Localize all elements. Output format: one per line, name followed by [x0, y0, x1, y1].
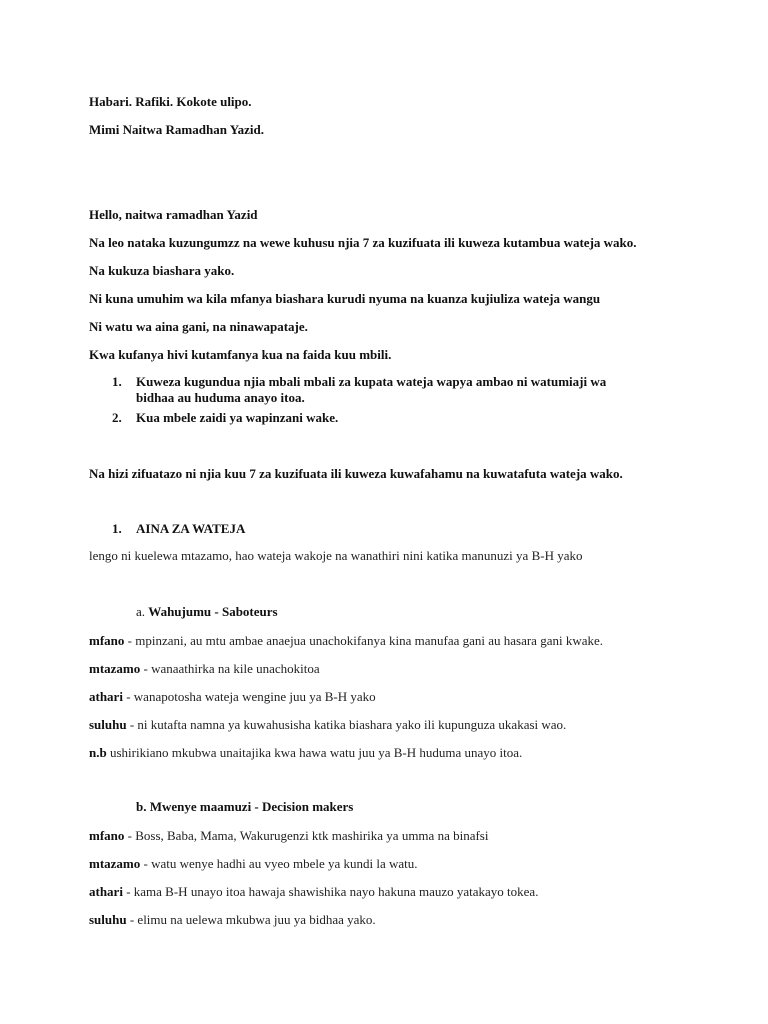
row-text: ushirikiano mkubwa unaitajika kwa hawa watu juu ya B-H huduma unayo itoa. — [106, 745, 523, 760]
list-item-number: 1. — [112, 374, 122, 389]
greeting-line: Habari. Rafiki. Kokote ulipo. — [89, 94, 252, 109]
subsection-a-title: Wahujumu - Saboteurs — [148, 604, 278, 619]
paragraph-transition: Na hizi zifuatazo ni njia kuu 7 za kuzifuata ili kuweza kuwafahamu na kuwatafuta wateja wako. — [89, 466, 623, 481]
name-line: Mimi Naitwa Ramadhan Yazid. — [89, 122, 265, 137]
subsection-b-heading: b. Mwenye maamuzi - Decision makers — [136, 799, 354, 814]
row-mfano — [89, 828, 488, 844]
row-mtazamo — [89, 661, 320, 677]
row-label: athari — [89, 884, 123, 899]
row-text: - wanaathirka na kile unachokitoa — [140, 661, 320, 676]
row-suluhu — [89, 717, 566, 733]
row-suluhu — [89, 912, 376, 928]
row-text: - Boss, Baba, Mama, Wakurugenzi ktk mashirika ya umma na binafsi — [124, 828, 489, 843]
row-athari — [89, 689, 376, 705]
paragraph-hello: Hello, naitwa ramadhan Yazid — [89, 207, 258, 222]
row-mfano — [89, 633, 603, 649]
section-number: 1. — [112, 521, 122, 536]
row-text: - elimu na uelewa mkubwa juu ya bidhaa yako. — [126, 912, 376, 927]
row-label: mtazamo — [89, 661, 141, 676]
section-heading: AINA ZA WATEJA — [136, 521, 246, 536]
section-intro: lengo ni kuelewa mtazamo, hao wateja wakoje na wanathiri nini katika manunuzi ya B-H yako — [89, 548, 583, 563]
paragraph-importance: Ni kuna umuhim wa kila mfanya biashara kurudi nyuma na kuanza kujiuliza wateja wangu — [89, 291, 601, 306]
row-label: mfano — [89, 633, 125, 648]
paragraph-benefits-intro: Kwa kufanya hivi kutamfanya kua na faida kuu mbili. — [89, 347, 392, 362]
row-label: n.b — [89, 745, 107, 760]
row-text: - ni kutafta namna ya kuwahusisha katika biashara yako ili kupunguza ukakasi wao. — [126, 717, 567, 732]
row-label: mtazamo — [89, 856, 141, 871]
row-athari — [89, 884, 538, 900]
list-item: Kua mbele zaidi ya wapinzani wake. — [136, 410, 339, 425]
row-label: suluhu — [89, 717, 127, 732]
subsection-a-heading — [136, 604, 278, 620]
row-mtazamo — [89, 856, 418, 872]
row-text: - watu wenye hadhi au vyeo mbele ya kundi la watu. — [140, 856, 418, 871]
row-text: - kama B-H unayo itoa hawaja shawishika nayo hakuna mauzo yatakayo tokea. — [122, 884, 539, 899]
row-label: athari — [89, 689, 123, 704]
subsection-a-prefix: a. — [136, 604, 149, 619]
paragraph-topic: Na leo nataka kuzungumzz na wewe kuhusu njia 7 za kuzifuata ili kuweza kutambua wateja wako. — [89, 235, 637, 250]
row-label: suluhu — [89, 912, 127, 927]
row-nb — [89, 745, 522, 761]
paragraph-question: Ni watu wa aina gani, na ninawapataje. — [89, 319, 308, 334]
list-item-continuation: bidhaa au huduma anayo itoa. — [136, 390, 305, 405]
list-item: Kuweza kugundua njia mbali mbali za kupata wateja wapya ambao ni watumiaji wa — [136, 374, 607, 389]
row-text: - mpinzani, au mtu ambae anaejua unachokifanya kina manufaa gani au hasara gani kwake. — [124, 633, 604, 648]
row-text: - wanapotosha wateja wengine juu ya B-H yako — [122, 689, 376, 704]
row-label: mfano — [89, 828, 125, 843]
list-item-number: 2. — [112, 410, 122, 425]
paragraph-business: Na kukuza biashara yako. — [89, 263, 235, 278]
